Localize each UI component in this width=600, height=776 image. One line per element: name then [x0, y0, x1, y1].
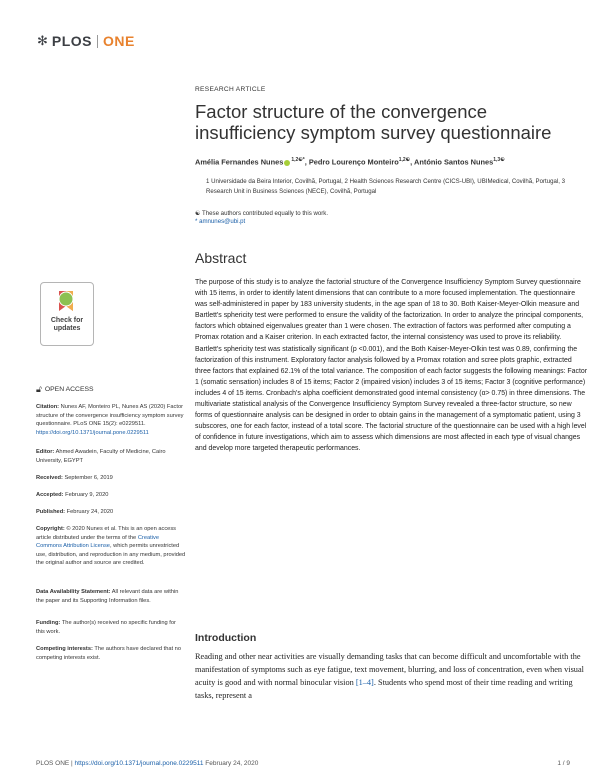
author-list: Amélia Fernandes Nunes $^{1,2☯*}$, Pedro Lourenço Monteiro$^{1,2☯}$, António Santos Nunes$^{1,3☯}$	[195, 157, 505, 167]
data-availability-text: All relevant data are within the paper and its Supporting Information files.	[36, 589, 179, 604]
footer-date: February 24, 2020	[205, 760, 259, 767]
footer-journal: PLOS ONE	[36, 760, 70, 767]
competing-interests-label: Competing interests:	[36, 646, 93, 652]
published-date: February 24, 2020	[66, 509, 114, 515]
introduction-text	[195, 650, 589, 702]
author-affiliation-marks: 1,2☯	[398, 157, 411, 163]
affiliations: 1 Universidade da Beira Interior, Covilhã, Portugal, 2 Health Sciences Research Centre (CICS-UBI), UBIMedical, Covilhã, Portugal, 3 Research Unit in Business Sciences (NECE), Covilhã, Portugal	[206, 178, 566, 196]
author-affiliation-marks: 1,3☯	[493, 157, 505, 163]
footer-citation: PLOS ONE | https://doi.org/10.1371/journal.pone.0229511 February 24, 2020	[36, 760, 259, 767]
introduction-text-part: . Students who spend most of their time reading and writing tasks, represent a	[195, 678, 573, 700]
received-date: September 6, 2019	[64, 475, 113, 481]
article-title: Factor structure of the convergence insufficiency symptom survey questionnaire	[195, 101, 552, 143]
open-access-text: OPEN ACCESS	[44, 386, 94, 393]
copyright-block	[36, 525, 186, 568]
license-link[interactable]: Creative Commons Attribution License	[36, 534, 159, 550]
crossmark-icon	[53, 289, 79, 315]
copyright-label: Copyright:	[36, 526, 65, 532]
introduction-heading: Introduction	[195, 632, 257, 644]
citation-doi-link[interactable]: https://doi.org/10.1371/journal.pone.0229511	[36, 429, 149, 436]
equal-contribution-note: ☯ These authors contributed equally to this work.	[195, 210, 329, 217]
logo-plos-text: PLOS	[51, 33, 93, 49]
accepted-label: Accepted:	[36, 492, 64, 498]
data-availability-block	[36, 588, 186, 605]
corresponding-email[interactable]: * amnunes@ubi.pt	[195, 218, 246, 225]
funding-block	[36, 619, 186, 636]
page-footer	[0, 760, 600, 772]
page-number: 1 / 9	[557, 760, 570, 767]
received-block	[36, 474, 186, 483]
copyright-text-cont: , which permits unrestricted use, distribution, and reproduction in any medium, provided the original author and source are credited.	[36, 543, 186, 567]
citation-label: Citation:	[36, 404, 60, 410]
competing-interests-block	[36, 645, 186, 662]
author-name[interactable]: Pedro Lourenço Monteiro	[308, 157, 399, 167]
citation-block	[36, 403, 186, 437]
funding-label: Funding:	[36, 620, 61, 626]
introduction-text-part: Reading and other near activities are visually demanding tasks that can become difficult and uncomfortable with the manifestation of symptoms such as eye fatigue, text movement, blurring, and loss of concentration, even when visual acuity is good and with normal binocular vision	[195, 652, 584, 687]
data-availability-label: Data Availability Statement:	[36, 589, 111, 595]
competing-interests-text: The authors have declared that no competing interests exist.	[36, 646, 182, 661]
reference-link[interactable]: [1–4]	[355, 678, 374, 687]
copyright-text: © 2020 Nunes et al. This is an open access article distributed under the terms of the	[36, 526, 177, 541]
orcid-icon[interactable]	[284, 160, 290, 166]
editor-label: Editor:	[36, 449, 55, 455]
author-name[interactable]: Amélia Fernandes Nunes	[195, 157, 284, 167]
funding-text: The author(s) received no specific funding for this work.	[36, 620, 176, 635]
citation-text: Nunes AF, Monteiro PL, Nunes AS (2020) Factor structure of the convergence insufficiency symptom survey questionnaire. PLoS ONE 15(2): e0229511.	[36, 404, 184, 428]
author-affiliation-marks: 1,2☯*	[291, 157, 305, 163]
logo-divider	[97, 35, 98, 48]
editor-block	[36, 448, 186, 465]
abstract-heading: Abstract	[195, 250, 247, 266]
check-for-updates-label: Check for updates	[50, 317, 84, 332]
author-name[interactable]: António Santos Nunes	[414, 157, 494, 167]
journal-logo[interactable]	[37, 33, 135, 49]
abstract-text: The purpose of this study is to analyze the factorial structure of the Convergence Insufficiency Symptom Survey questionnaire with 15 items, in order to identify latent dimensions that can contribute to a more focused implementation. The questionnaire was self-administered in paper by 183 university students, in the age span of 18 to 30. Both Kaiser-Meyer-Olkin measure and Bartlett's sphericity test were performed to ensure the validity of the factorization. In order to analyze the principal components, factors which obtained eigenvalues greater than 1 were chosen. The extraction of factors was performed after computing a Promax rotation and a Kaiser criterion. In each extracted factor, the internal consistency was used to prove its reliability. Bartlett's sphericity test was statistically significant (p <0.001), and the Both Kaiser-Meyer-Olkin test was 0.89, confirming the factorization of this instrument. Exploratory factor analysis followed by a Promax rotation and scree plots graphic, extracted three factors that explained 62.1% of the total variance. The composition of each factor suggests the following meanings: Factor 1 (somatic sensation) includes 8 of 15 items; Factor 2 (impaired vision) includes 3 of 15 items; Factor 3 (cognitive performance) includes 4 of 15 items. Cronbach's alpha coefficient demonstrated good internal consistency (α> 0.75) in three dimensions. The multivariate statistical analysis of the Convergence Insufficiency Symptom Survey revealed a three-factor structure, so new forms of questionnaire analysis can be designed in order to obtain gains in the management of a symptomatic patient, using 3 subscores, one for each factor, instead of a total score. The factorial structure of the questionnaire can be used with a high level of confidence in future investigations, which aim to assess which dimensions are most affected in each type of visual changes and develop more targeted therapeutic performances.	[195, 279, 588, 453]
accepted-block	[36, 491, 186, 500]
article-type: RESEARCH ARTICLE	[195, 86, 266, 93]
editor-text: Ahmed Awadein, Faculty of Medicine, Cairo University, EGYPT	[36, 449, 166, 464]
published-block	[36, 508, 186, 517]
check-for-updates-badge[interactable]	[40, 282, 94, 346]
received-label: Received:	[36, 475, 63, 481]
accepted-date: February 9, 2020	[65, 492, 109, 498]
open-access-label	[36, 384, 94, 395]
logo-one-text: ONE	[103, 33, 135, 49]
published-label: Published:	[36, 509, 66, 515]
plos-gear-icon: ✻	[37, 33, 48, 49]
footer-doi-link[interactable]: https://doi.org/10.1371/journal.pone.0229511	[74, 760, 204, 767]
open-lock-icon: 🔓︎	[36, 384, 42, 394]
